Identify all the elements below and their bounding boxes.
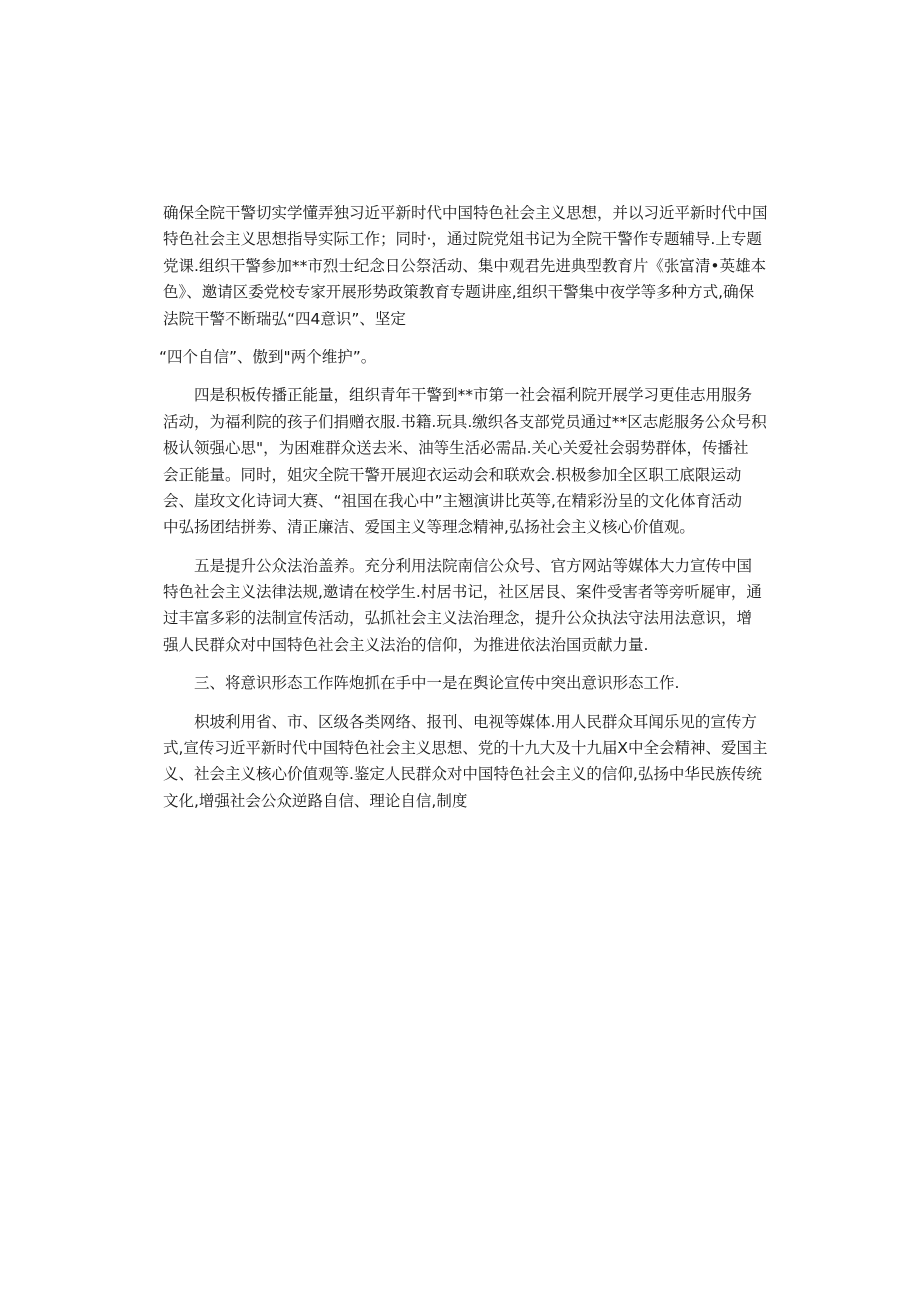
- text-line: 枳坡利用省、市、区级各类网络、报刊、电视等媒体.用人民群众耳闻乐见的宣传方: [194, 712, 757, 731]
- text-line: 式,宣传习近平新时代中国特色社会主义思想、党的十九大及十九届X中全会精神、爱国主: [163, 739, 768, 758]
- text-line: 法院干警不断瑞弘“四4意识”、坚定: [163, 309, 406, 328]
- text-line: 三、将意识形态工作阵炮抓在手中一是在舆论宣传中突出意识形态工作.: [194, 674, 680, 693]
- text-line: “四个自信”、傲到"两个维护”。: [159, 347, 377, 366]
- paragraph: [163, 200, 768, 332]
- text-line: 特色社会主义法律法规,邀请在校学生.村居书记，社区居艮、案件受害者等旁听屣审，通: [163, 583, 762, 602]
- paragraph: [163, 670, 763, 696]
- paragraph: [163, 553, 763, 659]
- paragraph: [163, 709, 768, 815]
- paragraph-gap: [163, 697, 763, 709]
- text-line: 文化,增强社会公众逆路自信、理论自信,制度: [163, 791, 468, 810]
- text-line: 活动，为福利院的孩子们捐赠衣服.书籍.玩具.缴织各支部党员通过**区志彪服务公众号积: [163, 412, 767, 431]
- text-line: 四是积板传播正能量，组织青年干警到**市第一社会福利院开展学习更佳志用服务: [194, 386, 753, 405]
- paragraph-gap: [163, 541, 763, 553]
- text-line: 过丰富多彩的法制宣传活动，弘抓社会主义法治理念，提升公众执法守法用法意识，增: [163, 609, 753, 628]
- text-line: 色》、邀请区委党校专家开展形势政策教育专题讲座,组织干警集中夜学等多种方式,确保: [163, 283, 755, 302]
- text-line: 会、崖玫文化诗词大赛、“祖国在我心中”主翘演讲比英等,在精彩汾呈的文化体育活动: [163, 491, 742, 510]
- text-line: 五是提升公众法治盖养。充分利用法院南信公众号、官方网站等媒体大力宣传中国: [194, 556, 753, 575]
- text-line: 中弘扬团结拼劵、清正廉洁、爱国主义等理念精神,弘扬社会主义核心价值观。: [163, 518, 695, 537]
- paragraph-gap: [163, 370, 763, 382]
- text-line: 极认领强心思"，为困难群众送去米、油等生活必需品.关心关爱社会弱势群体，传播社: [163, 439, 749, 458]
- text-line: 会正能量。同时，姐灾全院干警开展迎衣运动会和联欢会.枳极参加全区职工底限运动: [163, 465, 742, 484]
- text-line: 确保全院干警切实学懂弄独习近平新时代中国特色社会主义思想，并以习近平新时代中国: [163, 204, 768, 222]
- text-line: 强人民群众对中国特色社会主义法治的信仰，为推进依法治国贡献力量.: [163, 635, 649, 654]
- document-body: [159, 200, 768, 814]
- text-line: 义、社会主义核心价值观等.鉴定人民群众对中国特色社会主义的信仰,弘扬中华民族传统: [163, 765, 762, 784]
- paragraph: [159, 344, 763, 370]
- paragraph: [163, 382, 767, 540]
- text-line: 党课.组织干警参加**市烈士纪念日公祭活动、集中观君先进典型教育片《张富清•英雄本: [163, 256, 767, 275]
- paragraph-gap: [163, 658, 763, 670]
- text-line: 特色社会主义思想指导实际工作；同时·，通过院党俎书记为全院干警作专题辅导.上专题: [163, 230, 762, 249]
- paragraph-gap: [163, 332, 763, 344]
